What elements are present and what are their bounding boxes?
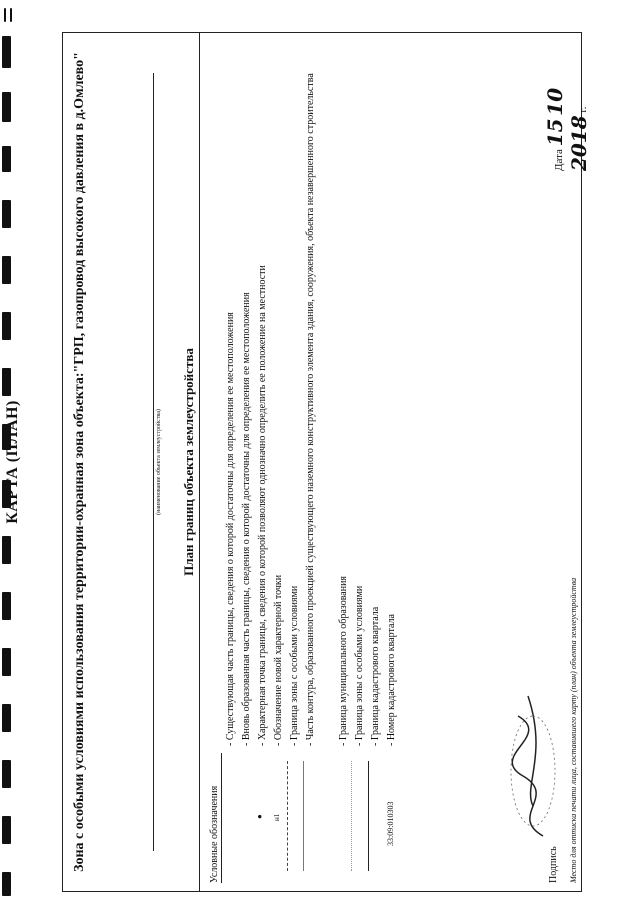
date-suffix: г. bbox=[577, 106, 589, 113]
legend-item: - Вновь образованная часть границы, сведения о которой достаточны для определения ее местоположения bbox=[241, 292, 252, 746]
date-day: 15 bbox=[543, 118, 567, 147]
point-marker-icon: ● bbox=[255, 814, 264, 819]
legend-item: - Граница муниципального образования bbox=[338, 575, 349, 746]
plan-title: План границ объекта землеустройства bbox=[181, 348, 196, 576]
map-sheet bbox=[4, 32, 591, 892]
map-title: КАРТА (ПЛАН) bbox=[4, 400, 21, 524]
date-month: 10 bbox=[543, 87, 567, 116]
map-frame bbox=[62, 32, 591, 892]
special-zone-line-icon bbox=[351, 761, 352, 871]
legend-item: - Обозначение новой характерной точки bbox=[273, 574, 284, 746]
legend-item: - Существующая часть границы, сведения о которой достаточны для определения ее местоположения bbox=[225, 312, 236, 746]
scan-mark bbox=[10, 8, 12, 22]
divider bbox=[221, 753, 222, 883]
scan-mark bbox=[4, 8, 6, 22]
legend-item: - Граница кадастрового квартала bbox=[370, 606, 381, 746]
date-label: Дата bbox=[553, 149, 565, 171]
stamp-note: Место для оттиска печати лица, составившего карту (план) объекта землеустройства bbox=[569, 577, 578, 883]
legend-item: - Граница зоны с особыми условиями bbox=[354, 585, 365, 746]
legend-item: - Номер кадастрового квартала bbox=[386, 614, 397, 746]
legend-item: - Граница зоны с особыми условиями bbox=[289, 585, 300, 746]
building-contour-line-icon bbox=[303, 761, 304, 871]
legend-item: - Характерная точка границы, сведения о которой позволяют однозначно определить ее положение на местности bbox=[257, 265, 268, 746]
object-name-hint: (наименование объекта землеустройства) bbox=[156, 409, 162, 515]
legend-item: - Часть контура, образованного проекцией существующего наземного конструктивного элемента здания, сооружения, объекта незавершенного строительства bbox=[305, 73, 316, 746]
object-title: Зона с особыми условиями использования территории-охранная зона объекта:"ГРП, газопровод высокого давления в д.Омлево" bbox=[72, 52, 87, 872]
point-label-symbol: н1 bbox=[273, 813, 281, 821]
legend-heading: Условные обозначения bbox=[209, 785, 220, 883]
special-zone-line-icon bbox=[287, 761, 288, 871]
date-block bbox=[543, 33, 591, 171]
quarter-number-symbol: 33:09:010303 bbox=[386, 801, 395, 846]
quarter-boundary-line-icon bbox=[368, 761, 369, 871]
date-year: 2018 bbox=[567, 115, 591, 171]
divider bbox=[153, 73, 154, 851]
signature-stamp bbox=[503, 666, 563, 846]
signature-label: Подпись bbox=[548, 846, 559, 883]
